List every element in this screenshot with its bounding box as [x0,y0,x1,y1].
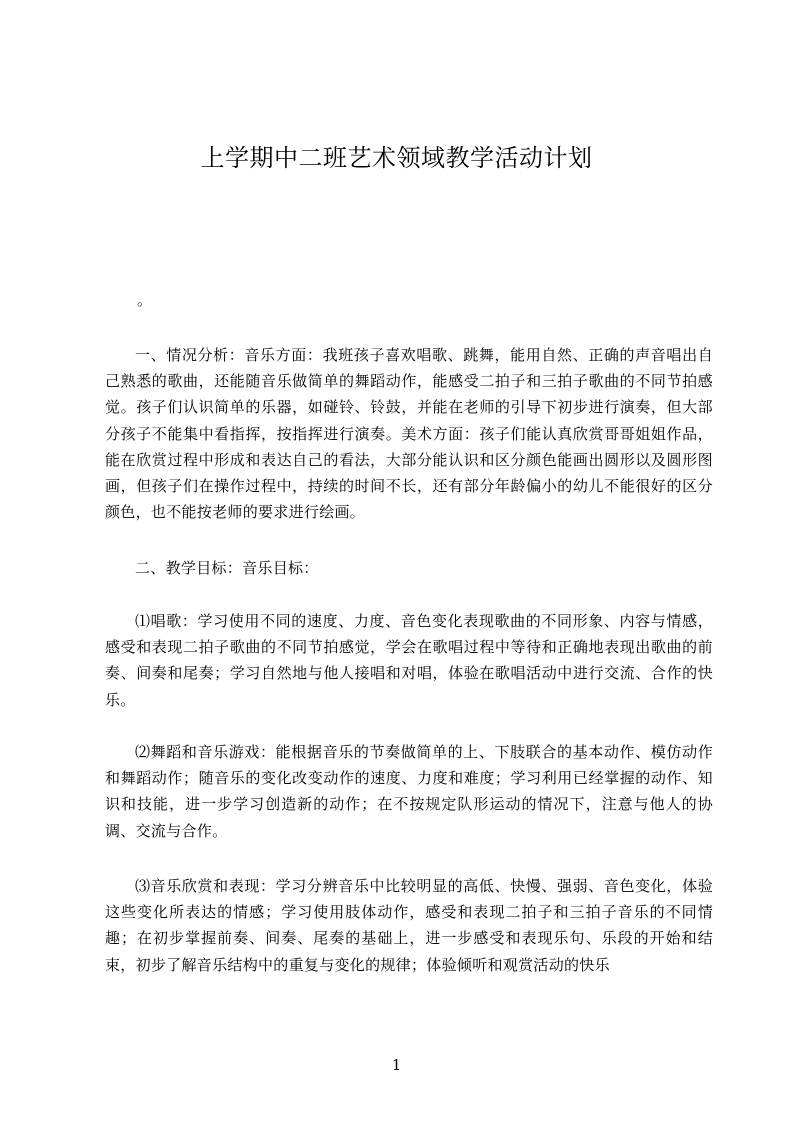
paragraph-teaching-goals-heading: 二、教学目标：音乐目标： [135,559,319,577]
paragraph-dance-game-goal: ⑵舞蹈和音乐游戏：能根据音乐的节奏做简单的上、下肢联合的基本动作、模仿动作和舞蹈动作；随音乐的变化改变动作的速度、力度和难度；学习利用已经掌握的动作、知识和技能，进一步学习创造新的动作；在不按规定队形运动的情况下，注意与他人的协调、交流与合作。 [105,743,713,840]
paragraph-music-appreciation-goal: ⑶音乐欣赏和表现：学习分辨音乐中比较明显的高低、快慢、强弱、音色变化，体验这些变化所表达的情感；学习使用肢体动作，感受和表现二拍子和三拍子音乐的不同情趣；在初步掌握前奏、间奏、尾奏的基础上，进一步感受和表现乐句、乐段的开始和结束，初步了解音乐结构中的重复与变化的规律；体验倾听和观赏活动的快乐 [105,877,713,974]
paragraph-situation-analysis: 一、情况分析：音乐方面：我班孩子喜欢唱歌、跳舞，能用自然、正确的声音唱出自己熟悉的歌曲，还能随音乐做简单的舞蹈动作，能感受二拍子和三拍子歌曲的不同节拍感觉。孩子们认识简单的乐器，如碰铃、铃鼓，并能在老师的引导下初步进行演奏，但大部分孩子不能集中看指挥，按指挥进行演奏。美术方面：孩子们能认真欣赏哥哥姐姐作品，能在欣赏过程中形成和表达自己的看法，大部分能认识和区分颜色能画出圆形以及圆形图画，但孩子们在操作过程中，持续的时间不长，还有部分年龄偏小的幼儿不能很好的区分颜色，也不能按老师的要求进行绘画。 [105,346,713,522]
page-number: 1 [391,1056,402,1074]
paragraph-singing-goal: ⑴唱歌：学习使用不同的速度、力度、音色变化表现歌曲的不同形象、内容与情感，感受和表现二拍子歌曲的不同节拍感觉，学会在歌唱过程中等待和正确地表现出歌曲的前奏、间奏和尾奏；学习自然地与他人接唱和对唱，体验在歌唱活动中进行交流、合作的快乐。 [105,612,713,709]
lead-mark: 。 [137,291,153,309]
document-title: 上学期中二班艺术领域教学活动计划 [200,144,593,172]
